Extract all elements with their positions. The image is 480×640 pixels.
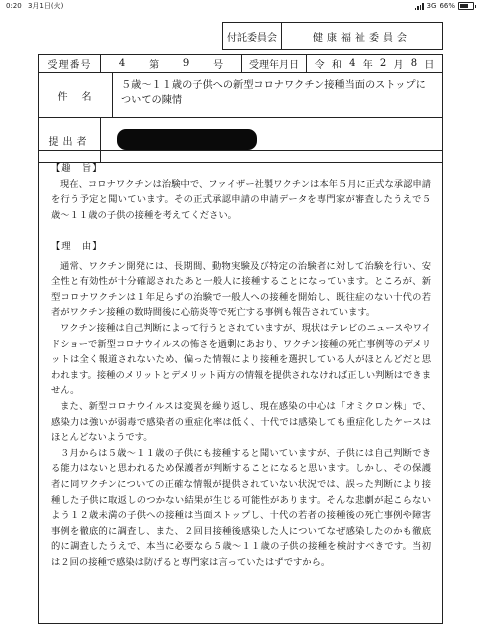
status-bar	[0, 0, 480, 12]
number-part: 9	[182, 58, 190, 69]
petition-document	[0, 12, 480, 640]
date-part: 和	[331, 60, 342, 71]
date-part: 年	[362, 60, 373, 71]
status-date: 3月1日(火)	[27, 2, 64, 10]
network-type: 3G	[426, 2, 437, 10]
record-table	[38, 54, 443, 163]
status-indicators	[415, 0, 474, 12]
number-part: 号	[213, 60, 224, 71]
reason-paragraph: ３月からは５歳～１１歳の子供にも接種すると聞いていますが、子供には自己判断できる能力はないと思われるため保護者が判断することになると思います。しかし、その保護者に同ワクチンについての正確な情報が提供されていない状況では、誤った判断により接種した子供に取返しのつかない結果が生じる可能性があります。そんな悲劇が起こらないよう１２歳未満の子供への接種は当面ストップし、十代の若者の接種後の死亡事例や障害事例を徹底的に調査し、また、２回目接種後感染した人についてなぜ感染したのかも徹底的に調査したうえで、本当に必要なら５歳～１１歳の子供の接種を検討すべきです。当初は２回の接種で感染は防げると専門家は言っていたはずですから。	[51, 447, 431, 568]
date-part: 日	[424, 60, 435, 71]
reason-paragraph: 通常、ワクチン開発には、長期間、動物実験及び特定の治験者に対して治験を行い、安全性と有効性が十分確認されたあと一般人に接種することになっています。ところが、新型コロナワクチンは１年足らずの治験で一般人への接種を開始し、既往症のない十代の若者がワクチン接種の数時間後に心筋炎等で死亡する事例も報告されています。	[51, 260, 431, 319]
committee-name: 健康福祉委員会	[313, 32, 411, 44]
date-part: 月	[393, 60, 404, 71]
purpose-paragraph: 現在、コロナワクチンは治験中で、ファイザー社製ワクチンは本年５月に正式な承認申請を行う予定と聞いています。その正式承認申請の申請データを専門家が審査したうえで５歳～１１歳の子供の接種を考えてください。	[51, 178, 431, 221]
subject-text: ５歳～１１歳の子供への新型コロナワクチン接種当面のストップについての陳情	[121, 80, 426, 106]
reason-heading: 【理 由】	[51, 241, 103, 252]
date-label: 受理年月日	[242, 55, 307, 72]
purpose-section	[51, 161, 431, 223]
signal-icon	[415, 3, 424, 10]
submitter-label: 提出者	[39, 118, 101, 162]
receipt-date	[307, 55, 442, 72]
number-label: 受理番号	[39, 55, 101, 72]
status-clock	[6, 0, 63, 12]
status-time: 0:20	[6, 2, 22, 10]
record-row-number	[39, 55, 442, 73]
battery-icon	[458, 2, 474, 10]
purpose-heading: 【趣 旨】	[51, 163, 103, 174]
number-part: 4	[118, 58, 126, 69]
date-part: 2	[379, 58, 387, 69]
receipt-number	[101, 55, 242, 72]
committee-label: 付託委員会	[223, 23, 282, 49]
battery-percent: 66%	[439, 2, 455, 10]
reason-section	[51, 239, 431, 570]
petition-body	[38, 150, 443, 624]
reason-paragraph: また、新型コロナウイルスは変異を繰り返し、現在感染の中心は「オミクロン株」で、感染力は強いが弱毒で感染者の重症化率は低く、十代では感染しても重症化したケースはほとんどないようです。	[51, 400, 431, 444]
date-part: 4	[349, 58, 356, 69]
date-part: 令	[314, 60, 325, 71]
committee-box	[222, 22, 443, 50]
redaction-mark	[117, 129, 257, 150]
record-row-subject	[39, 73, 442, 118]
date-part: 8	[410, 58, 418, 69]
number-part: 第	[149, 60, 160, 71]
reason-paragraph: ワクチン接種は自己判断によって行うとされていますが、現状はテレビのニュースやワイドショーで新型コロナウイルスの怖さを過剰にあおり、ワクチン接種の死亡事例等のデメリットは全く報道されないため、偏った情報により接種を選択している人がほとんどだと思われます。接種のメリットとデメリット両方の情報を提供されなければ正しい判断はできません。	[51, 322, 432, 397]
subject-label: 件名	[39, 73, 113, 117]
